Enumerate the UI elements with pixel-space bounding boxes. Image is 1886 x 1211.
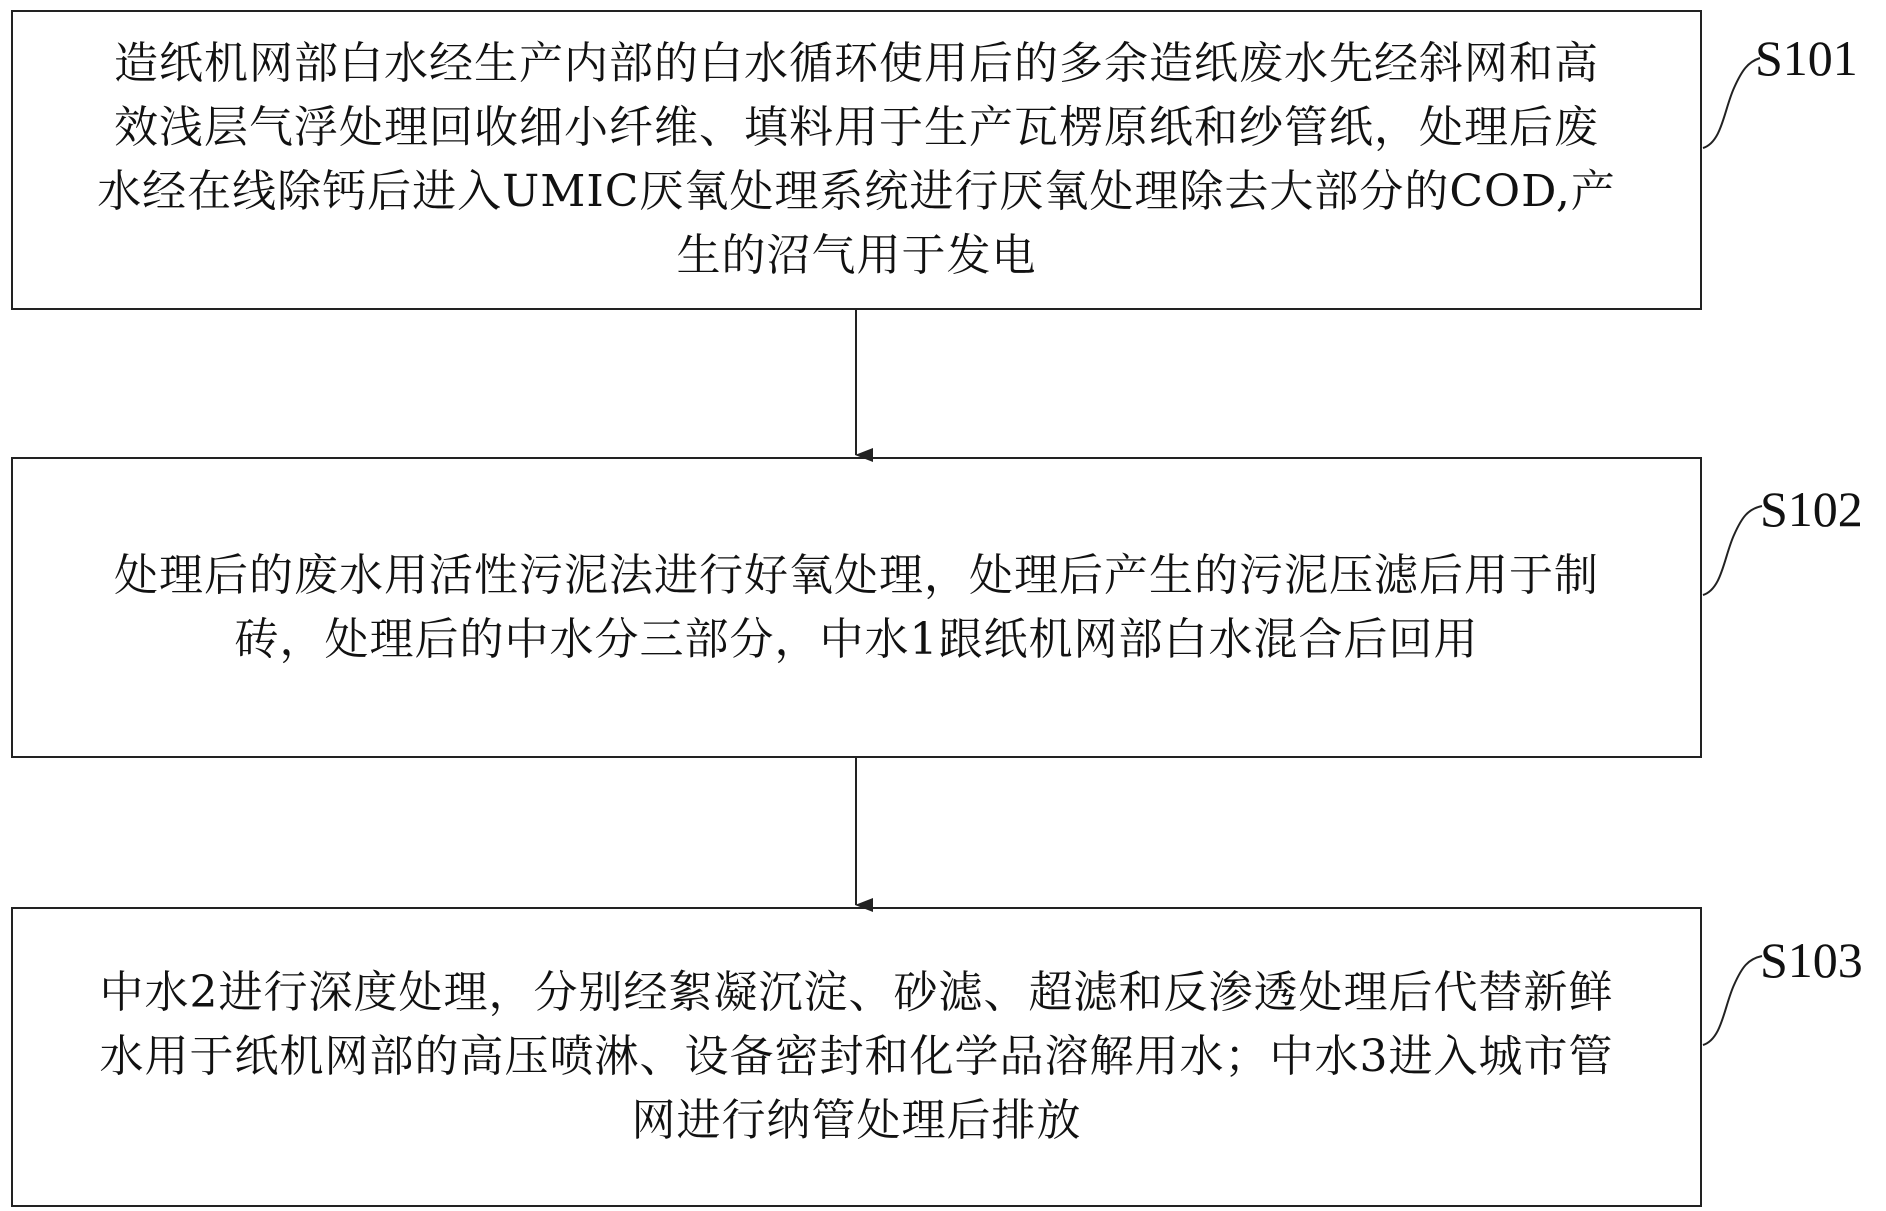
step-s101-line-3: 水经在线除钙后进入UMIC厌氧处理系统进行厌氧处理除去大部分的COD,产 <box>97 166 1616 217</box>
step-label-s101: S101 <box>1755 30 1858 86</box>
step-box-s101 <box>11 10 1702 310</box>
step-s102-line-1: 处理后的废水用活性污泥法进行好氧处理，处理后产生的污泥压滤后用于制 <box>114 549 1599 601</box>
leader-line-s101 <box>1703 58 1760 148</box>
leader-line-s102 <box>1703 506 1762 595</box>
step-text-s103 <box>37 961 1677 1153</box>
step-text-s101 <box>37 32 1677 288</box>
step-s102-line-2: 砖，处理后的中水分三部分，中水1跟纸机网部白水混合后回用 <box>234 613 1479 665</box>
step-s103-line-1: 中水2进行深度处理，分别经絮凝沉淀、砂滤、超滤和反渗透处理后代替新鲜 <box>99 967 1614 1018</box>
step-box-s103 <box>11 907 1702 1207</box>
step-s101-line-2: 效浅层气浮处理回收细小纤维、填料用于生产瓦楞原纸和纱管纸，处理后废 <box>114 102 1599 153</box>
step-s103-line-3: 网进行纳管处理后排放 <box>631 1095 1082 1146</box>
step-label-s102: S102 <box>1760 481 1863 537</box>
step-box-s102 <box>11 457 1702 758</box>
step-text-s102 <box>37 544 1677 672</box>
step-s101-line-1: 造纸机网部白水经生产内部的白水循环使用后的多余造纸废水先经斜网和高 <box>114 38 1599 89</box>
leader-line-s103 <box>1703 956 1762 1045</box>
step-label-s103: S103 <box>1760 932 1863 988</box>
step-s101-line-4: 生的沼气用于发电 <box>676 230 1037 281</box>
step-s103-line-2: 水用于纸机网部的高压喷淋、设备密封和化学品溶解用水；中水3进入城市管 <box>99 1031 1614 1082</box>
